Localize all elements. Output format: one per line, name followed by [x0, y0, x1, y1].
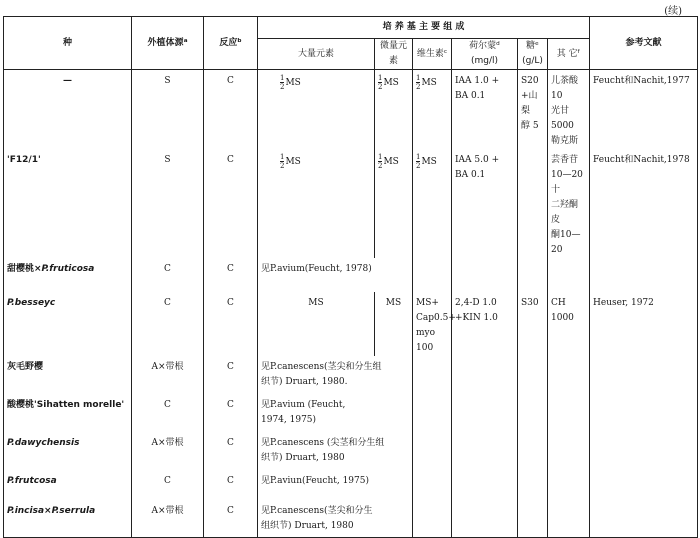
- explant-cell: S: [132, 149, 204, 258]
- macro-cell: $\frac{1}{2}$ MS: [258, 149, 375, 258]
- header-hormones: 荷尔蒙ᵈ (mg/l): [452, 39, 518, 70]
- header-species: 种: [4, 17, 132, 70]
- header-response: 反应ᵇ: [204, 17, 258, 70]
- explant-cell: C: [132, 292, 204, 356]
- macro-note-cell: 见P.canescens(茎尖和分生组 织节) Druart, 1980.: [258, 356, 413, 394]
- table-row: [4, 470, 698, 500]
- response-cell: C: [204, 258, 258, 292]
- vitamins-cell: $\frac{1}{2}$ MS: [413, 70, 452, 150]
- table-row: [4, 292, 698, 356]
- species-cell: 'F12/1': [4, 149, 132, 258]
- macro-note-cell: 见P.avium(Feucht, 1978): [258, 258, 413, 292]
- response-cell: C: [204, 292, 258, 356]
- macro-cell: MS: [258, 292, 375, 356]
- macro-cell: $\frac{1}{2}$ MS: [258, 70, 375, 150]
- continued-label: (续): [664, 6, 682, 17]
- table-row: [4, 394, 698, 432]
- response-cell: C: [204, 470, 258, 500]
- header-micro: 微量元素: [375, 39, 413, 70]
- micro-cell: MS: [375, 292, 413, 356]
- header-vitamins: 维生素ᶜ: [413, 39, 452, 70]
- other-cell: 芸香苷 10—20十 二羟酮皮 酮10—20: [548, 149, 590, 258]
- species-cell: —: [4, 70, 132, 150]
- species-cell: 酸樱桃'Sihatten morelle': [4, 394, 132, 432]
- macro-note-cell: 见P.canescens(茎尖和分生 组织节) Druart, 1980: [258, 500, 413, 537]
- explant-cell: C: [132, 394, 204, 432]
- header-explant: 外植体源ᵃ: [132, 17, 204, 70]
- species-cell: P.besseyc: [4, 292, 132, 356]
- header-macro: 大量元素: [258, 39, 375, 70]
- explant-cell: S: [132, 70, 204, 150]
- table-row: [4, 70, 698, 150]
- hormones-cell: IAA 5.0 + BA 0.1: [452, 149, 518, 258]
- explant-cell: C: [132, 470, 204, 500]
- reference-cell: Feucht和Nachit,1977: [590, 70, 698, 150]
- table-row: [4, 258, 698, 292]
- other-cell: CH 1000: [548, 292, 590, 356]
- species-cell: P.frutcosa: [4, 470, 132, 500]
- other-cell: 儿茶酸10 光甘5000 勒克斯: [548, 70, 590, 150]
- sugar-cell: S30: [518, 292, 548, 356]
- hormones-cell: IAA 1.0 + BA 0.1: [452, 70, 518, 150]
- micro-cell: $\frac{1}{2}$ MS: [375, 149, 413, 258]
- vitamins-cell: MS+ Cap0.5+ myo 100: [413, 292, 452, 356]
- response-cell: C: [204, 500, 258, 537]
- table-row: [4, 356, 698, 394]
- reference-cell: Heuser, 1972: [590, 292, 698, 356]
- table-row: [4, 149, 698, 258]
- header-sugar: 糖ᵉ (g/L): [518, 39, 548, 70]
- macro-note-cell: 见P.canescens (尖茎和分生组 织节) Druart, 1980: [258, 432, 413, 470]
- micro-cell: $\frac{1}{2}$ MS: [375, 70, 413, 150]
- reference-cell: Feucht和Nachit,1978: [590, 149, 698, 258]
- macro-note-cell: 见P.avium (Feucht, 1974, 1975): [258, 394, 413, 432]
- header-other: 其 它ᶠ: [548, 39, 590, 70]
- species-cell: P.incisa×P.serrula: [4, 500, 132, 537]
- response-cell: C: [204, 394, 258, 432]
- explant-cell: C: [132, 258, 204, 292]
- response-cell: C: [204, 432, 258, 470]
- species-cell: 灰毛野樱: [4, 356, 132, 394]
- species-cell: P.dawychensis: [4, 432, 132, 470]
- header-medium-group: 培 养 基 主 要 组 成: [258, 17, 590, 39]
- sugar-cell: S20 +山梨 醇 5: [518, 70, 548, 259]
- macro-note-cell: 见P.aviun(Feucht, 1975): [258, 470, 413, 500]
- vitamins-cell: $\frac{1}{2}$ MS: [413, 149, 452, 258]
- header-reference: 参考文献: [590, 17, 698, 70]
- explant-cell: A×带根: [132, 500, 204, 537]
- table-row: [4, 500, 698, 537]
- response-cell: C: [204, 70, 258, 150]
- half-fraction: $\frac{1}{2}$: [280, 74, 285, 91]
- species-cell: 甜樱桃×P.fruticosa: [4, 258, 132, 292]
- response-cell: C: [204, 149, 258, 258]
- explant-cell: A×带根: [132, 432, 204, 470]
- explant-cell: A×带根: [132, 356, 204, 394]
- response-cell: C: [204, 356, 258, 394]
- table-row: [4, 432, 698, 470]
- hormones-cell: 2,4-D 1.0 +KIN 1.0: [452, 292, 518, 356]
- culture-medium-table: [3, 16, 698, 538]
